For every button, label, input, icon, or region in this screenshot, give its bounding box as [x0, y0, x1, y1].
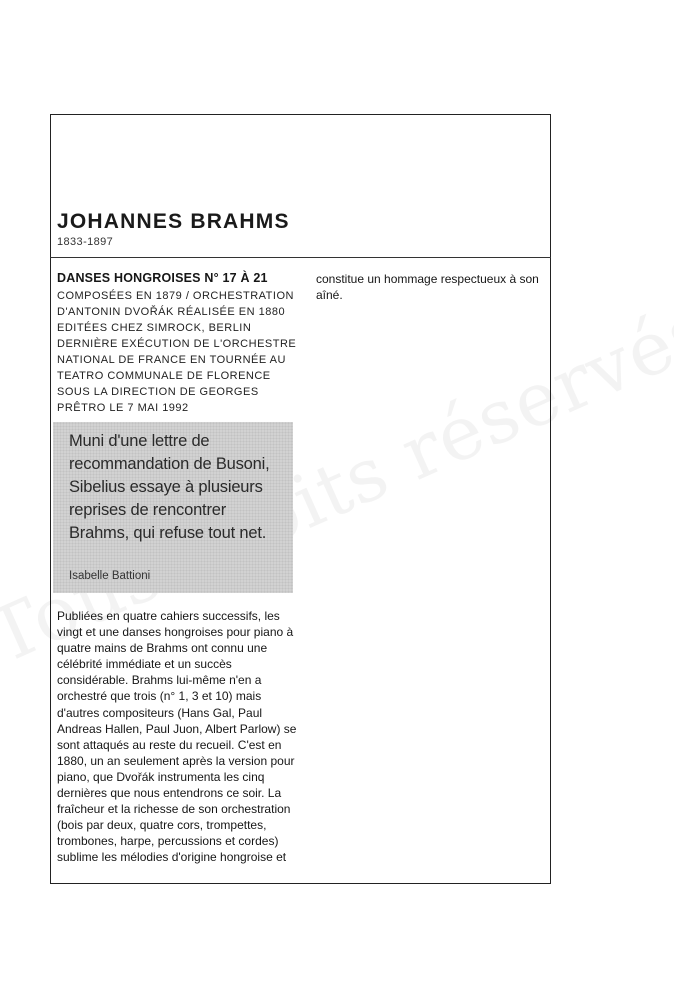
composer-header — [57, 210, 290, 249]
work-info — [57, 270, 297, 416]
work-details — [57, 288, 297, 416]
work-detail-line: DERNIÈRE EXÉCUTION DE L'ORCHESTRE — [57, 338, 297, 350]
body-text-left: Publiées en quatre cahiers successifs, les vingt et une danses hongroises pour piano à quatre mains de Brahms ont connu une célébrité immédiate et un succès considérable. Brahms lui-même n'en a orchestré que trois (n° 1, 3 et 10) mais d'autres compositeurs (Hans Gal, Paul Andreas Hallen, Paul Juon, Albert Parlow) se sont attaqués au reste du recueil. C'est en 1880, un an seulement après la version pour piano, que Dvořák instrumenta les cinq dernières que nous entendrons ce soir. La fraîcheur et la richesse de son orchestration (bois par deux, quatre cors, trompettes, trombones, harpe, percussions et cordes) sublime les mélodies d'origine hongroise et — [57, 609, 297, 865]
quote-author: Isabelle Battioni — [69, 570, 151, 582]
work-detail-line: SOUS LA DIRECTION DE GEORGES — [57, 386, 259, 398]
composer-dates: 1833-1897 — [57, 236, 114, 248]
work-detail-line: NATIONAL DE FRANCE EN TOURNÉE AU — [57, 354, 286, 366]
quote-text: Muni d'une lettre de recommandation de Busoni, Sibelius essaye à plusieurs reprises de rencontrer Brahms, qui refuse tout net. — [69, 432, 270, 542]
header-divider — [50, 257, 551, 258]
work-detail-line: COMPOSÉES EN 1879 / ORCHESTRATION — [57, 290, 294, 302]
work-detail-line: PRÊTRO LE 7 MAI 1992 — [57, 402, 189, 414]
work-title: DANSES HONGROISES N° 17 À 21 — [57, 271, 268, 285]
work-detail-line: TEATRO COMMUNALE DE FLORENCE — [57, 370, 271, 382]
quote-box — [53, 422, 293, 593]
composer-name: JOHANNES BRAHMS — [57, 210, 290, 233]
work-detail-line: D'ANTONIN DVOŘÁK RÉALISÉE EN 1880 — [57, 306, 286, 318]
work-detail-line: EDITÉES CHEZ SIMROCK, BERLIN — [57, 322, 252, 334]
body-text-right: constitue un hommage respectueux à son aîné. — [316, 272, 539, 303]
